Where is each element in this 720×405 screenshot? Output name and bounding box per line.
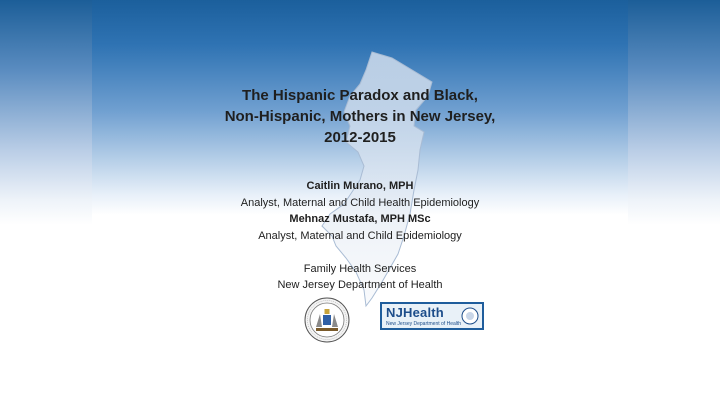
nj-state-seal-icon (304, 297, 350, 343)
presenter-1-role: Analyst, Maternal and Child Health Epidemiology (240, 196, 480, 209)
organization-department: New Jersey Department of Health (277, 279, 443, 291)
nj-health-subtitle: New Jersey Department of Health (386, 321, 462, 327)
title-line-2: Non-Hispanic, Mothers in New Jersey, (224, 108, 496, 125)
credits-spacer (160, 244, 560, 261)
presenter-1-name: Caitlin Murano, MPH (306, 180, 414, 192)
presenter-credits (160, 178, 560, 294)
nj-health-name: NJHealth (386, 305, 444, 320)
nj-health-logo (380, 302, 484, 330)
presenter-2-role: Analyst, Maternal and Child Epidemiology (258, 229, 462, 242)
nj-health-seal-icon (461, 307, 479, 325)
title-line-1: The Hispanic Paradox and Black, (242, 87, 478, 104)
organization-division: Family Health Services (303, 262, 417, 275)
slide-title (160, 85, 560, 148)
title-line-3: 2012-2015 (324, 129, 396, 146)
presenter-2-name: Mehnaz Mustafa, MPH MSc (289, 213, 431, 225)
